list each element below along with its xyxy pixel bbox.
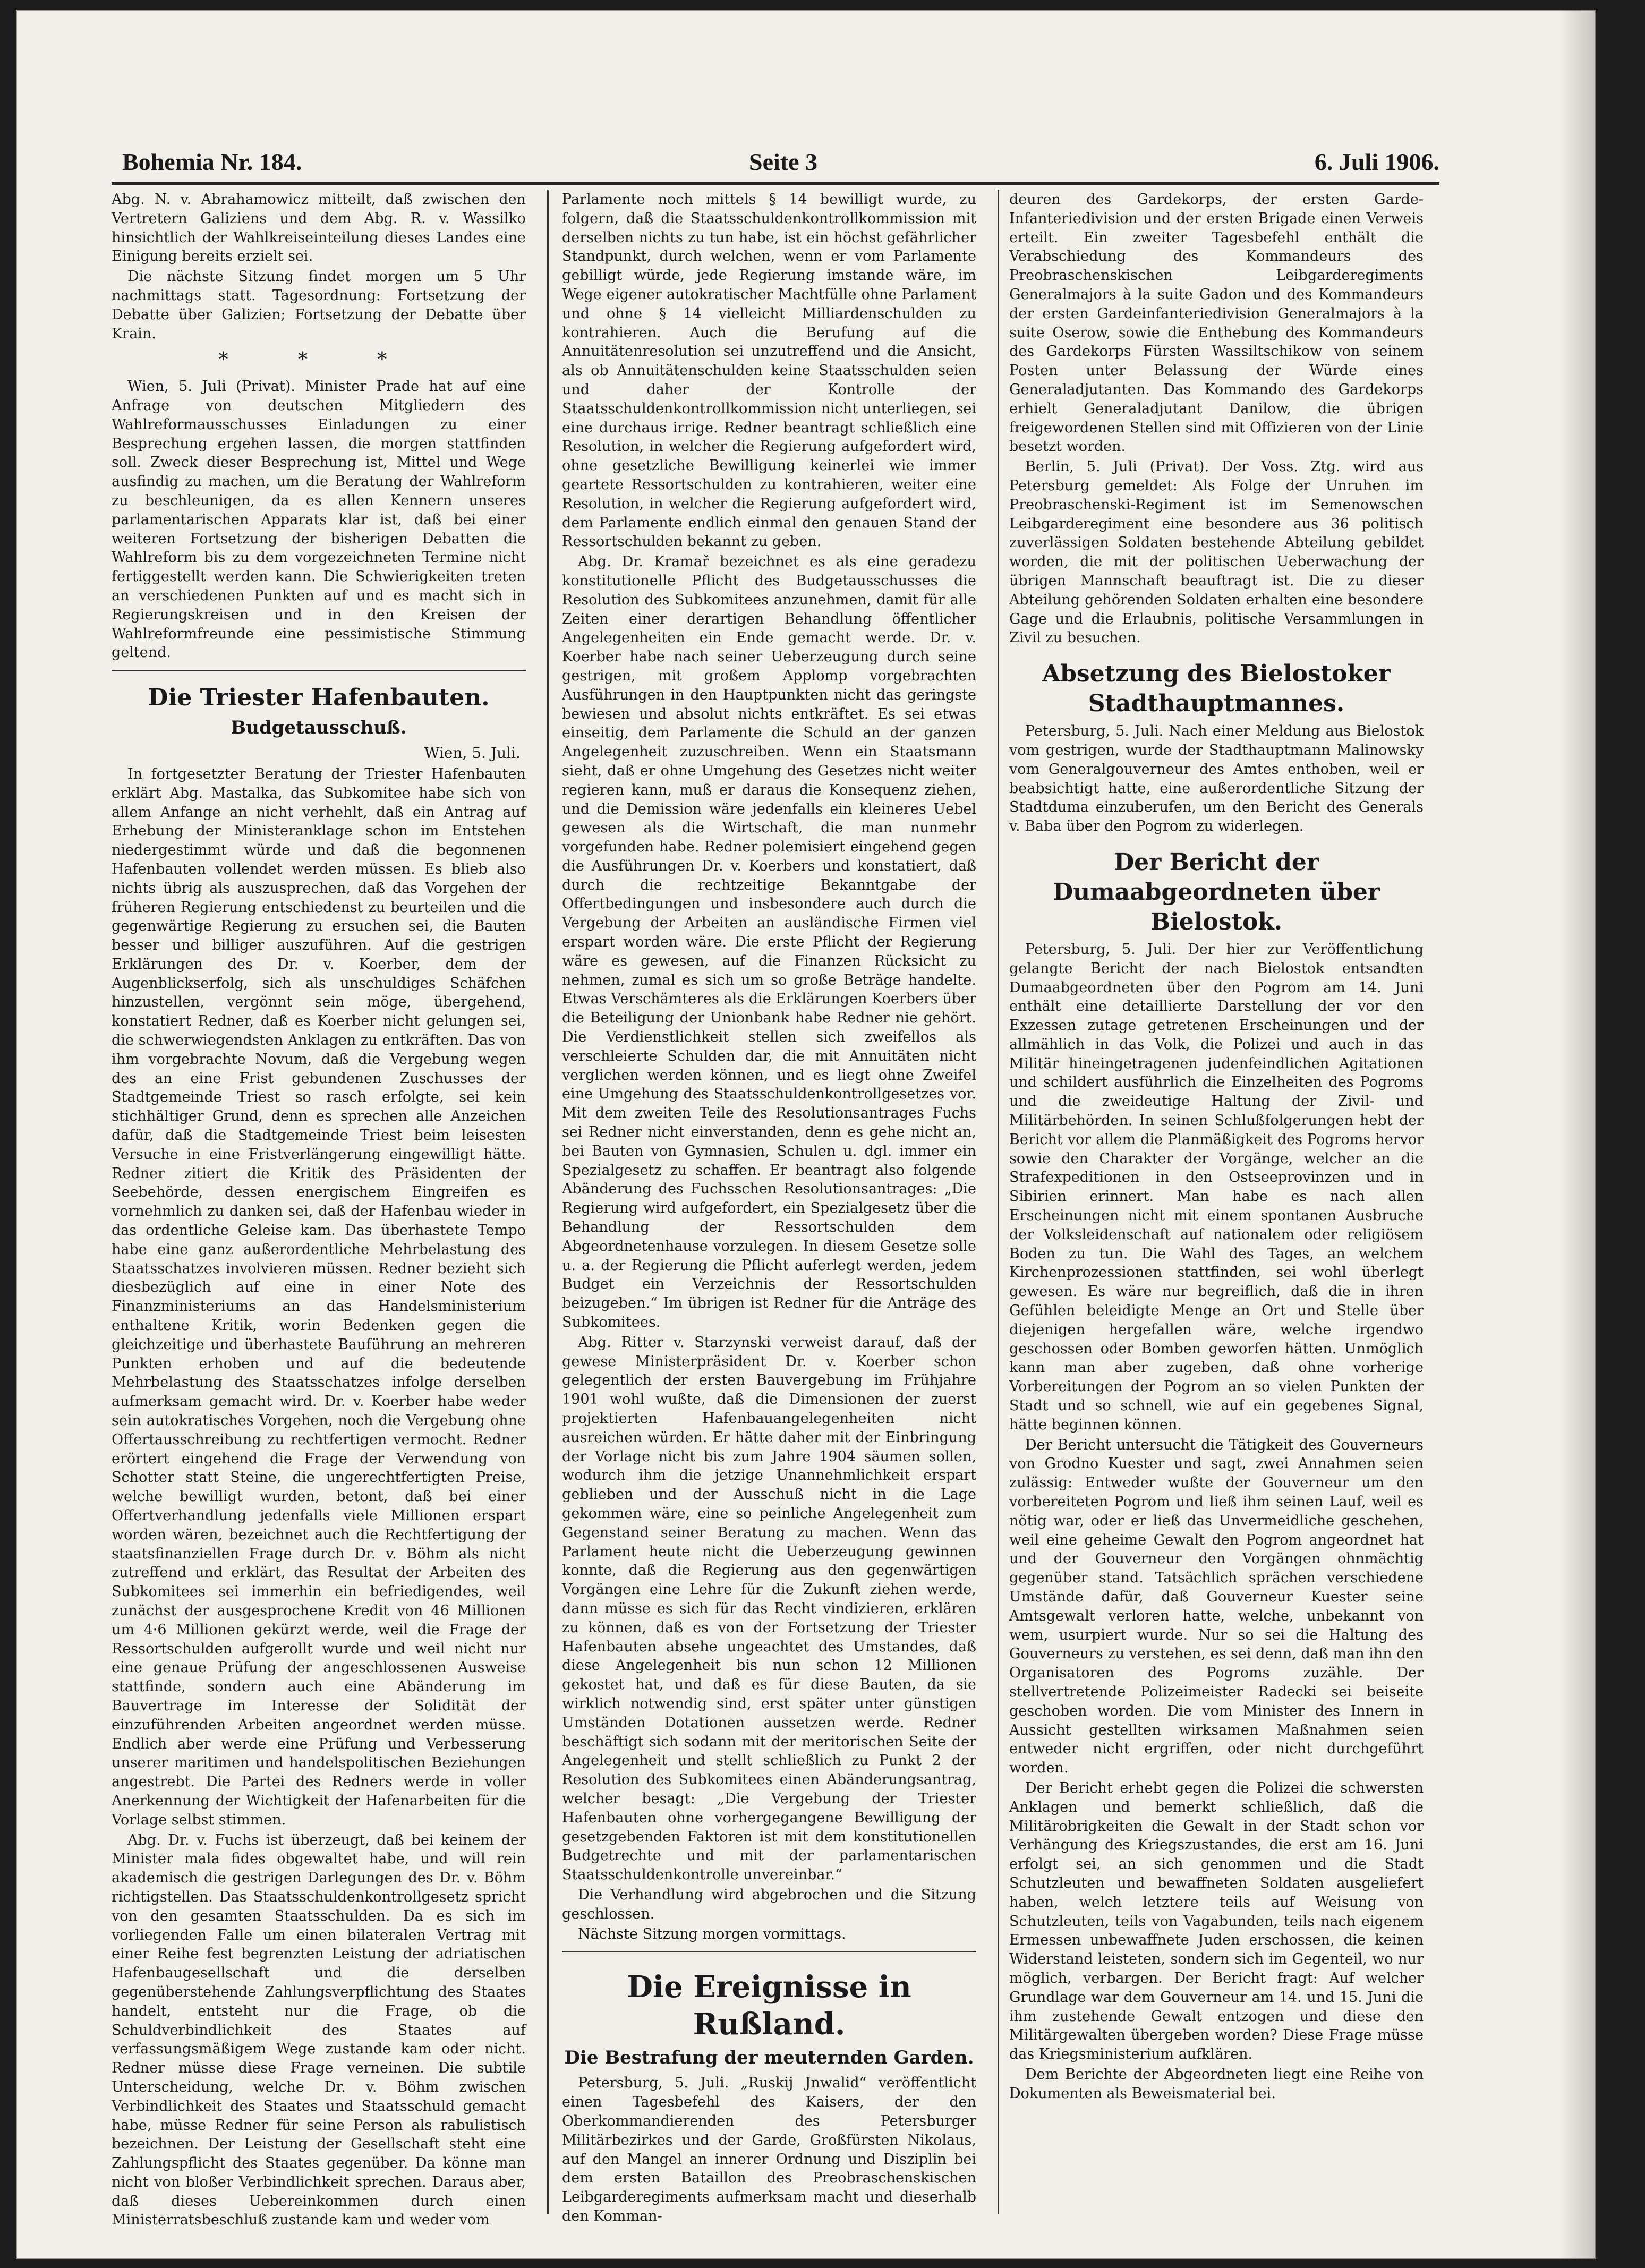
article-subheadline: Die Bestrafung der meuternden Garden. (564, 2047, 974, 2069)
article-dateline: Wien, 5. Juli. (424, 744, 521, 762)
masthead-title: Bohemia Nr. 184. (122, 148, 302, 175)
section-divider-stars: * * * (218, 349, 419, 371)
article-paragraph: Wien, 5. Juli (Privat). Minister Prade hat auf eine Anfrage von deutschen Mitgliedern des Wahlreformausschusses Einladungen zu einer Besprechung ergehen lassen, die morgen stattfinden soll. Zweck dieser Besprechung ist, Mittel und Wege ausfindig zu machen, um die Beratung der Wahlreform zu beschleunigen, da es allen Kennern unseres parlamentarischen Apparats klar ist, daß bei einer weiteren Fortsetzung der bisherigen Debatten die Wahlreform bis zu dem vorgezeichneten Termine nicht fertiggestellt werden kann. Die Schwierigkeiten treten an verschiedenen Punkten auf und es macht sich in Regierungskreisen und in den Kreisen der Wahlreformfreunde eine pessimistische Stimmung geltend. (112, 378, 526, 661)
article-divider (562, 1951, 976, 1952)
article-paragraph: Abg. Ritter v. Starzynski verweist darauf, daß der gewese Ministerpräsident Dr. v. Koerber schon gelegentlich der ersten Bauvergebung im Frühjahre 1901 wohl wußte, daß die Dimensionen der zuerst projektierten Hafenbauangelegenheiten nicht ausreichen würden. Er hätte daher mit der Einbringung der Vorlage nicht bis zum Jahre 1904 säumen sollen, wodurch ihm die jetzige Unannehmlichkeit erspart geblieben und der Ausschuß nicht in die Lage gekommen wäre, eine so peinliche Angelegenheit zum Gegenstand seiner Beratung zu machen. Wenn das Parlament heute nicht die Ueberzeugung gewinnen konnte, daß die Regierung aus den gegenwärtigen Vorgängen eine Lehre für die Zukunft ziehen werde, dann müsse es sich für das Recht vindizieren, erklären zu können, daß es von der Fortsetzung der Triester Hafenbauten absehe ungeachtet des Umstandes, daß diese Angelegenheit bis nun schon 12 Millionen gekostet hat, und daß es für diese Bauten, da sie wirklich notwendig sind, erst später unter günstigen Umständen Dotationen aussetzen werde. Redner beschäftigt sich sodann mit der meritorischen Seite der Angelegenheit und stellt schließlich zu Punkt 2 der Resolution des Subkomitees einen Abänderungsantrag, welcher besagt: „Die Vergebung der Triester Hafenbauten ohne vorhergegangene Bewilligung der gesetzgebenden Faktoren ist mit dem konstitutionellen Budgetrechte und mit der parlamentarischen Staatsschuldenkontrolle unvereinbar.“ (562, 1334, 976, 1883)
article-headline: Absetzung des Bielostoker Stadthauptmannes. (1042, 660, 1391, 718)
column-right (1009, 190, 1424, 2214)
issue-date: 6. Juli 1906. (1314, 148, 1439, 175)
article-paragraph: In fortgesetzter Beratung der Triester Hafenbauten erklärt Abg. Mastalka, das Subkomitee habe sich von allem Anfange an nicht verhehlt, daß ein Antrag auf Erhebung der Ministeranklage schon im Entstehen niedergestimmt würde und daß die begonnenen Hafenbauten vollendet werden müssen. Es blieb also nichts übrig als auszusprechen, daß das Vorgehen der früheren Regierung entschiedenst zu beurteilen und die gegenwärtige Regierung zu ersuchen sei, die Bauten besser und billiger auszuführen. Auf die gestrigen Erklärungen des Dr. v. Koerber, dem der Augenblickserfolg, sich als unschuldiges Schäfchen hinzustellen, vergönnt sein möge, übergehend, konstatiert Redner, daß es Koerber nicht gelungen sei, die schwerwiegendsten Anklagen zu entkräften. Das von ihm vorgebrachte Novum, daß die Vergebung wegen des an eine Frist gebundenen Zuschusses der Stadtgemeinde Triest so rasch erfolgte, sei kein stichhältiger Grund, denn es sprechen alle Anzeichen dafür, daß die Stadtgemeinde Triest beim leisesten Versuche in eine Fristverlängerung eingewilligt hätte. Redner zitiert die Kritik des Präsidenten der Seebehörde, dessen energischem Eingreifen es vornehmlich zu danken sei, daß der Hafenbau wieder in das ordentliche Geleise kam. Das überhastete Tempo habe eine ganz außerordentliche Mehrbelastung des Staatsschatzes involvieren müssen. Redner bezieht sich diesbezüglich auf eine in einer Note des Finanzministeriums an das Handelsministerium enthaltene Kritik, worin Bedenken gegen die gleichzeitige und überhastete Bauführung an mehreren Punkten erhoben und auf die bedeutende Mehrbelastung des Staatsschatzes infolge derselben aufmerksam gemacht wird. Dr. v. Koerber habe weder sein autokratisches Vorgehen, noch die Vergebung ohne Offertausschreibung zu rechtfertigen vermocht. Redner erörtert eingehend die Frage der Verwendung von Schotter statt Steine, die ungerechtfertigten Preise, welche bewilligt wurden, betont, daß bei einer Offertverhandlung jedenfalls viele Millionen erspart worden wären, bezeichnet auch die Rechtfertigung der staatsfinanziellen Frage durch Dr. v. Böhm als nicht zutreffend und erklärt, das Resultat der Arbeiten des Subkomitees sei immerhin ein befriedigendes, weil zunächst der ausgesprochene Kredit von 46 Millionen um 4·6 Millionen gekürzt werde, weil die Frage der Ressortschulden aufgerollt wurde und weil nicht nur eine genaue Prüfung der angeschlossenen Ausweise stattfinde, sondern auch eine Abänderung im Bauvertrage im Interesse der Solidität der einzuführenden Arbeiten angeordnet werden müsse. Endlich aber werde eine Prüfung und Verbesserung unserer maritimen und handelspolitischen Beziehungen angestrebt. Die Partei des Redners werde in voller Anerkennung der Wichtigkeit der Hafenarbeiten für die Vorlage selbst stimmen. (112, 765, 526, 1828)
article-subheadline: Budgetausschuß. (231, 717, 407, 739)
article-paragraph: deuren des Gardekorps, der ersten Garde-Infanteriedivision und der ersten Brigade einen Verweis erteilt. Ein zweiter Tagesbefehl enthält die Verabschiedung des Kommandeurs des Preobraschenskischen Leibgarderegiments Generalmajors à la suite Gadon und des Kommandeurs der ersten Gardeinfanteriedivision Generalmajors à la suite Oserow, sowie die Enthebung des Kommandeurs des Gardekorps Fürsten Wassiltschikow von seinem Posten unter Belassung der Würde eines Generaladjutanten. Das Kommando des Gardekorps erhielt Generaladjutant Danilow, die übrigen freigewordenen Stellen sind mit Offizieren von der Linie besetzt worden. (1009, 191, 1424, 455)
article-paragraph: Petersburg, 5. Juli. „Ruskij Jnwalid“ veröffentlicht einen Tagesbefehl des Kaisers, der den Oberkommandierenden des Petersburger Militärbezirkes und der Garde, Großfürsten Nikolaus, auf den Mangel an innerer Ordnung und Disziplin bei dem ersten Bataillon des Preobraschenskischen Leibgarderegiments aufmerksam macht und dieserhalb den Komman- (562, 2075, 976, 2224)
article-paragraph: Der Bericht untersucht die Tätigkeit des Gouverneurs von Grodno Kuester und sagt, zwei Annahmen seien zulässig: Entweder wußte der Gouverneur um den vorbereiteten Pogrom und ließ ihm seinen Lauf, weil es nötig war, oder er ließ das Unvermeidliche geschehen, weil eine geheime Gewalt den Pogrom angeordnet hat und der Gouverneur den Vorgängen ohnmächtig gegenüber stand. Tatsächlich sprächen verschiedene Umstände dafür, daß Gouverneur Kuester seine Amtsgewalt verloren hatte, welche, unbekannt von wem, usurpiert wurde. Nur so sei die Haltung des Gouverneurs zu verstehen, es sei denn, daß man ihn den Organisatoren des Pogroms zuzähle. Der stellvertretende Polizeimeister Radecki sei beiseite geschoben worden. Die vom Minister des Innern in Aussicht gestellten wirksamen Maßnahmen seien entweder nicht ergriffen, oder nicht durchgeführt worden. (1009, 1436, 1424, 1777)
article-paragraph: Petersburg, 5. Juli. Der hier zur Veröffentlichung gelangte Bericht der nach Bielostok entsandten Dumaabgeordneten über den Pogrom am 14. Juni enthält eine detaillierte Darstellung der vor den Exzessen zutage getretenen Erscheinungen und der allmählich in das Volk, die Polizei und auch in das Militär hineingetragenen judenfeindlichen Agitationen und schildert ausführlich die Einzelheiten des Pogroms und die zweideutige Haltung der Zivil- und Militärbehörden. In seinen Schlußfolgerungen hebt der Bericht vor allem die Planmäßigkeit des Pogroms hervor sowie den Charakter der Vorgänge, welcher an die Strafexpeditionen in den Ostseeprovinzen und in Sibirien erinnert. Man habe es nach allen Erscheinungen nicht mit einem spontanen Ausbruche der Volksleidenschaft auf nationalem oder religiösem Boden zu tun. Die Wahl des Tages, an welchem Kirchenprozessionen stattfinden, sei wohl überlegt gewesen. Es wäre nur begreiflich, daß die in ihren Gefühlen beleidigte Menge an Ort und Stelle über diejenigen hergefallen wäre, welche irgendwo geschossen oder Bomben geworfen hätten. Unmöglich kann man aber zugeben, daß ohne vorherige Vorbereitungen der Pogrom an so vielen Punkten der Stadt und so schnell, wie auf ein gegebenes Signal, hätte beginnen können. (1009, 941, 1424, 1433)
article-paragraph: Nächste Sitzung morgen vormittags. (578, 1925, 846, 1942)
article-headline: Die Ereignisse in Rußland. (627, 1969, 911, 2042)
article-paragraph: Abg. N. v. Abrahamowicz mitteilt, daß zwischen den Vertretern Galiziens und dem Abg. R. v. Wassilko hinsichtlich der Wahlkreiseinteilung dieses Landes eine Einigung bereits erzielt sei. (112, 191, 526, 265)
article-paragraph: Der Bericht erhebt gegen die Polizei die schwersten Anklagen und bemerkt schließlich, daß die Militärobrigkeiten die Gewalt in der Stadt schon vor Verhängung des Kriegszustandes, die erst am 16. Juni erfolgt sei, an sich genommen und die Stadt Schutzleuten und bewaffneten Soldaten ausgeliefert haben, welch letztere teils auf Weisung von Schutzleuten, teils von Vagabunden, teils nach eigenem Ermessen unbewaffnete Juden erschossen, die keinen Widerstand leisteten, sondern sich im Gegenteil, wo nur möglich, verbargen. Der Bericht fragt: Auf welcher Grundlage war dem Gouverneur am 14. und 15. Juni die ihm zustehende Gewalt entzogen und diese den Militärgewalten übergeben worden? Diese Frage müsse das Kriegsministerium aufklären. (1009, 1779, 1424, 2063)
page-number: Seite 3 (749, 148, 818, 175)
header-rule (112, 182, 1439, 185)
article-paragraph: Die Verhandlung wird abgebrochen und die Sitzung geschlossen. (562, 1886, 976, 1922)
article-paragraph: Petersburg, 5. Juli. Nach einer Meldung aus Bielostok vom gestrigen, wurde der Stadthauptmann Malinowsky vom Generalgouverneur des Amtes enthoben, weil er beabsichtigt hatte, eine außerordentliche Sitzung der Stadtduma einzuberufen, um den Bericht des Generals v. Baba über den Pogrom zu widerlegen. (1009, 723, 1424, 835)
column-left (112, 190, 526, 2229)
article-headline: Der Bericht der Dumaabgeordneten über Bielostok. (1052, 848, 1380, 935)
article-paragraph: Berlin, 5. Juli (Privat). Der Voss. Ztg. wird aus Petersburg gemeldet: Als Folge der Unruhen im Preobraschenski-Regiment ist im Semenowschen Leibgarderegiment eine besondere aus 36 politisch zuverlässigen Soldaten bestehende Abteilung gebildet worden, die mit der politischen Ueberwachung der übrigen Mannschaft beauftragt ist. Die zu dieser Abteilung gehörenden Soldaten erhalten eine besondere Gage und die Erlaubnis, politische Versammlungen in Zivil zu besuchen. (1009, 458, 1424, 646)
article-headline: Die Triester Hafenbauten. (148, 684, 490, 712)
column-separator (998, 190, 999, 2214)
article-paragraph: Dem Berichte der Abgeordneten liegt eine Reihe von Dokumenten als Beweismaterial bei. (1009, 2066, 1424, 2102)
newspaper-page (16, 10, 1596, 2259)
article-paragraph: Abg. Dr. Kramař bezeichnet es als eine geradezu konstitutionelle Pflicht des Budgetausschusses die Resolution des Subkomitees anzunehmen, damit für alle Zeiten einer derartigen Behandlung öffentlicher Angelegenheiten ein Ende gemacht werde. Dr. v. Koerber habe nach seiner Ueberzeugung durch seine gestrigen, mit großem Applomp vorgebrachten Ausführungen in den Hauptpunkten nicht das geringste bewiesen und absolut nichts entkräftet. Es sei etwas einseitig, dem Parlamente die Schuld an der ganzen Angelegenheit zuzuschreiben. Wenn ein Staatsmann sieht, daß er ohne Umgehung des Gesetzes nicht weiter regieren kann, muß er daraus die Konsequenz ziehen, und die Demission wäre jedenfalls ein kleineres Uebel gewesen als die Wirtschaft, die man nunmehr vorgefunden habe. Redner polemisiert eingehend gegen die Ausführungen Dr. v. Koerbers und konstatiert, daß durch die rechtzeitige Bekanntgabe der Offertbedingungen und insbesondere auch durch die Vergebung der Arbeiten an ausländische Firmen viel erspart worden wäre. Die erste Pflicht der Regierung wäre es gewesen, auf die Finanzen Rücksicht zu nehmen, zumal es sich um so große Beträge handelte. Etwas Verschämteres als die Erklärungen Koerbers über die Beteiligung der Unionbank habe Redner nie gehört. Die Verdienstlichkeit stellen sich zweifellos als verschleierte Schulden dar, die mit Annuitäten nicht verglichen werden können, und es liegt ohne Zweifel eine Umgehung des Staatsschuldenkontrollgesetzes vor. Mit dem zweiten Teile des Resolutionsantrages Fuchs sei Redner nicht einverstanden, denn es gehe nicht an, bei Bauten von Gymnasien, Schulen u. dgl. immer ein Spezialgesetz zu schaffen. Er beantragt also folgende Abänderung des Fuchsschen Resolutionsantrages: „Die Regierung wird aufgefordert, ein Spezialgesetz über die Behandlung der Ressortschulden dem Abgeordnetenhause vorzulegen. In diesem Gesetze solle u. a. der Regierung die Pflicht auferlegt werden, jedem Budget ein Verzeichnis der Ressortschulden beizugeben.“ Im übrigen ist Redner für die Anträge des Subkomitees. (562, 553, 976, 1331)
article-paragraph: Die nächste Sitzung findet morgen um 5 Uhr nachmittags statt. Tagesordnung: Fortsetzung der Debatte über Galizien; Fortsetzung der Debatte über Krain. (112, 268, 526, 342)
article-paragraph: Parlamente noch mittels § 14 bewilligt wurde, zu folgern, daß die Staatsschuldenkontrollkommission mit derselben nichts zu tun habe, ist ein höchst gefährlicher Standpunkt, durch welchen, wenn er vom Parlamente gebilligt würde, jede Regierung imstande wäre, im Wege eigener autokratischer Machtfülle ohne Parlament und ohne § 14 vielleicht Milliardenschulden zu kontrahieren. Auch die Berufung auf die Annuitätenresolution sei unzutreffend und die Ansicht, als ob Annuitätenschulden keine Staatsschulden seien und daher der Kontrolle der Staatsschuldenkontrollkommission nicht unterliegen, sei eine durchaus irrige. Redner beantragt schließlich eine Resolution, in welcher die Regierung aufgefordert wird, ohne gesetzliche Bewilligung keinerlei wie immer geartete Ressortschulden zu kontrahieren, weiter eine Resolution, in welcher die Regierung aufgefordert wird, dem Parlamente endlich einmal den genauen Stand der Ressortschulden bekannt zu geben. (562, 191, 976, 550)
article-paragraph: Abg. Dr. v. Fuchs ist überzeugt, daß bei keinem der Minister mala fides obgewaltet habe, und will rein akademisch die gestrigen Darlegungen des Dr. v. Böhm richtigstellen. Das Staatsschuldenkontrollgesetz spricht von den gesamten Staatsschulden. Da es sich im vorliegenden Falle um einen bilateralen Vertrag mit einer Reihe fest begrenzten Leistung der adriatischen Hafenbaugesellschaft und die derselben gegenüberstehende Zahlungsverpflichtung des Staates handelt, entsteht nur die Frage, ob die Schuldverbindlichkeit des Staates auf verfassungsmäßigem Wege zustande kam oder nicht. Redner müsse diese Frage verneinen. Die subtile Unterscheidung, welche Dr. v. Böhm zwischen Verbindlichkeit des Staates und Staatsschuld gemacht habe, müsse Redner für seine Person als rabulistisch bezeichnen. Der Leistung der Gesellschaft steht eine Zahlungspflicht des Staates gegenüber. Da könne man nicht von bloßer Verbindlichkeit sprechen. Daraus aber, daß dieses Uebereinkommen durch einen Ministerratsbeschluß zustande kam und weder vom (112, 1831, 526, 2229)
column-separator (547, 190, 549, 2214)
page-header (122, 143, 1439, 185)
column-middle (562, 190, 976, 2224)
page-edge-shadow (1559, 10, 1596, 2259)
article-divider (112, 670, 526, 671)
